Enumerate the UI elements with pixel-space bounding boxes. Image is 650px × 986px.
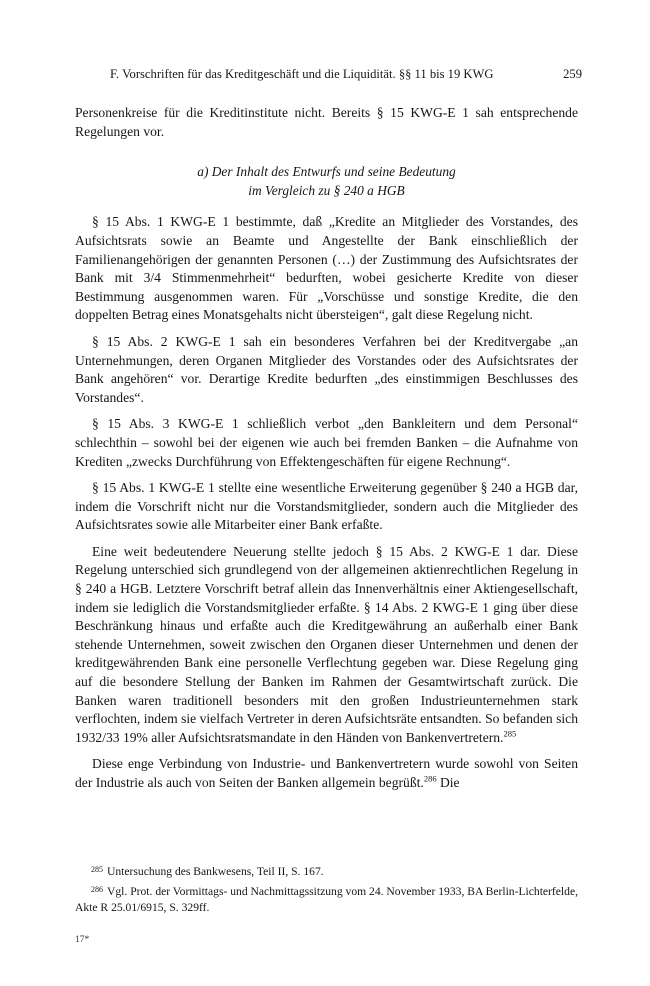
running-title: F. Vorschriften für das Kreditgeschäft und die Liquidität. §§ 11 bis 19 KWG	[110, 67, 494, 81]
footnote-text: Untersuchung des Bankwesens, Teil II, S. 167.	[107, 865, 324, 878]
paragraph-6	[75, 755, 578, 792]
running-head	[110, 66, 582, 82]
paragraph-2: § 15 Abs. 2 KWG-E 1 sah ein besonderes Verfahren bei der Kreditvergabe „an Unternehmungen, deren Organen Mitglieder des Vorstandes oder des Aufsichtsrates der Bank angehören“ vor. Derartige Kredite bedurften „des einstimmigen Beschlusses des Vorstandes“.	[75, 333, 578, 405]
paragraph-6-text: Diese enge Verbindung von Industrie- und Bankenvertretern wurde sowohl von Seiten der Industrie als auch von Seiten der Banken allgemein begrüßt.	[75, 756, 578, 790]
paragraph-1: § 15 Abs. 1 KWG-E 1 bestimmte, daß „Kredite an Mitglieder des Vorstandes, des Aufsichtsrats sowie an Beamte und Angestellte der Bank einschließlich der Familienangehörigen der genannten Personen (…) der Zustimmung des Aufsichtsrates der Bank mit 3/4 Stimmenmehrheit“ bedurften, wobei gesicherte Kredite von dieser Bestimmung ausgenommen waren. Für „Vorschüsse und sonstige Kredite, die den doppelten Betrag eines Monatsgehalts nicht übersteigen“, galt diese Regelung nicht.	[75, 214, 578, 323]
footnote-286	[75, 882, 578, 916]
page-number: 259	[563, 67, 582, 81]
footnote-285	[75, 862, 578, 880]
footnote-number: 286	[91, 885, 103, 894]
footnote-ref-286[interactable]: 286	[423, 773, 437, 784]
paragraph-5-text: Eine weit bedeutendere Neuerung stellte jedoch § 15 Abs. 2 KWG-E 1 dar. Diese Regelung unterschied sich grundlegend von der allgemeinen aktienrechtlichen Regelung in § 240 a HGB. Letztere Vorschrift betraf allein das Innenverhältnis einer Aktiengesellschaft, indem sie lediglich die Vorstandsmitglieder erfaßte. § 14 Abs. 2 KWG-E 1 ging über diese Beschränkung hinaus und erfaßte auch die Kreditgewährung an außerhalb einer Bank stehende Unternehmen, soweit zwischen den Organen dieser Unternehmen und denen der kreditgewährenden Bank eine personelle Verflechtung gegeben war. Diese Regelung ging auf die besondere Stellung der Banken im Rahmen der Gesamtwirtschaft zurück. Die Banken waren traditionell besonders mit den großen Industrieunternehmen stark verflochten, indem sie vielfach Vertreter in deren Aufsichtsräte entsandten. So befanden sich 1932/33 19% aller Aufsichtsratsmandate in den Händen von Bankenvertretern.	[75, 543, 578, 745]
paragraph-6-tail: Die	[436, 775, 460, 790]
footnote-number: 285	[91, 865, 103, 874]
footnote-ref-285[interactable]: 285	[503, 728, 517, 739]
section-heading	[75, 163, 578, 200]
paragraph-4: § 15 Abs. 1 KWG-E 1 stellte eine wesentliche Erweiterung gegenüber § 240 a HGB dar, indem die Vorschrift nicht nur die Vorstandsmitglieder, sondern auch die Mitglieder des Aufsichtsrates sowie alle Mitarbeiter einer Bank erfaßte.	[75, 480, 578, 533]
continuation-paragraph: Personenkreise für die Kreditinstitute nicht. Bereits § 15 KWG-E 1 sah entsprechende Regelungen vor.	[75, 105, 578, 139]
paragraph-5	[75, 543, 578, 748]
paragraph-3: § 15 Abs. 3 KWG-E 1 schließlich verbot „den Bankleitern und dem Personal“ schlechthin – sowohl bei der eigenen wie auch bei fremden Banken – die Aufnahme von Krediten „zwecks Durchführung von Effektengeschäften für eigene Rechnung“.	[75, 416, 578, 469]
footnotes	[75, 862, 578, 918]
footnote-text: Vgl. Prot. der Vormittags- und Nachmittagssitzung vom 24. November 1933, BA Berlin-Lichterfelde, Akte R 25.01/6915, S. 329ff.	[75, 885, 578, 914]
section-heading-line-1: a) Der Inhalt des Entwurfs und seine Bedeutung	[197, 164, 456, 180]
section-heading-line-2: im Vergleich zu § 240 a HGB	[248, 182, 405, 198]
sheet-signature: 17*	[75, 935, 90, 945]
body-text	[75, 104, 578, 793]
